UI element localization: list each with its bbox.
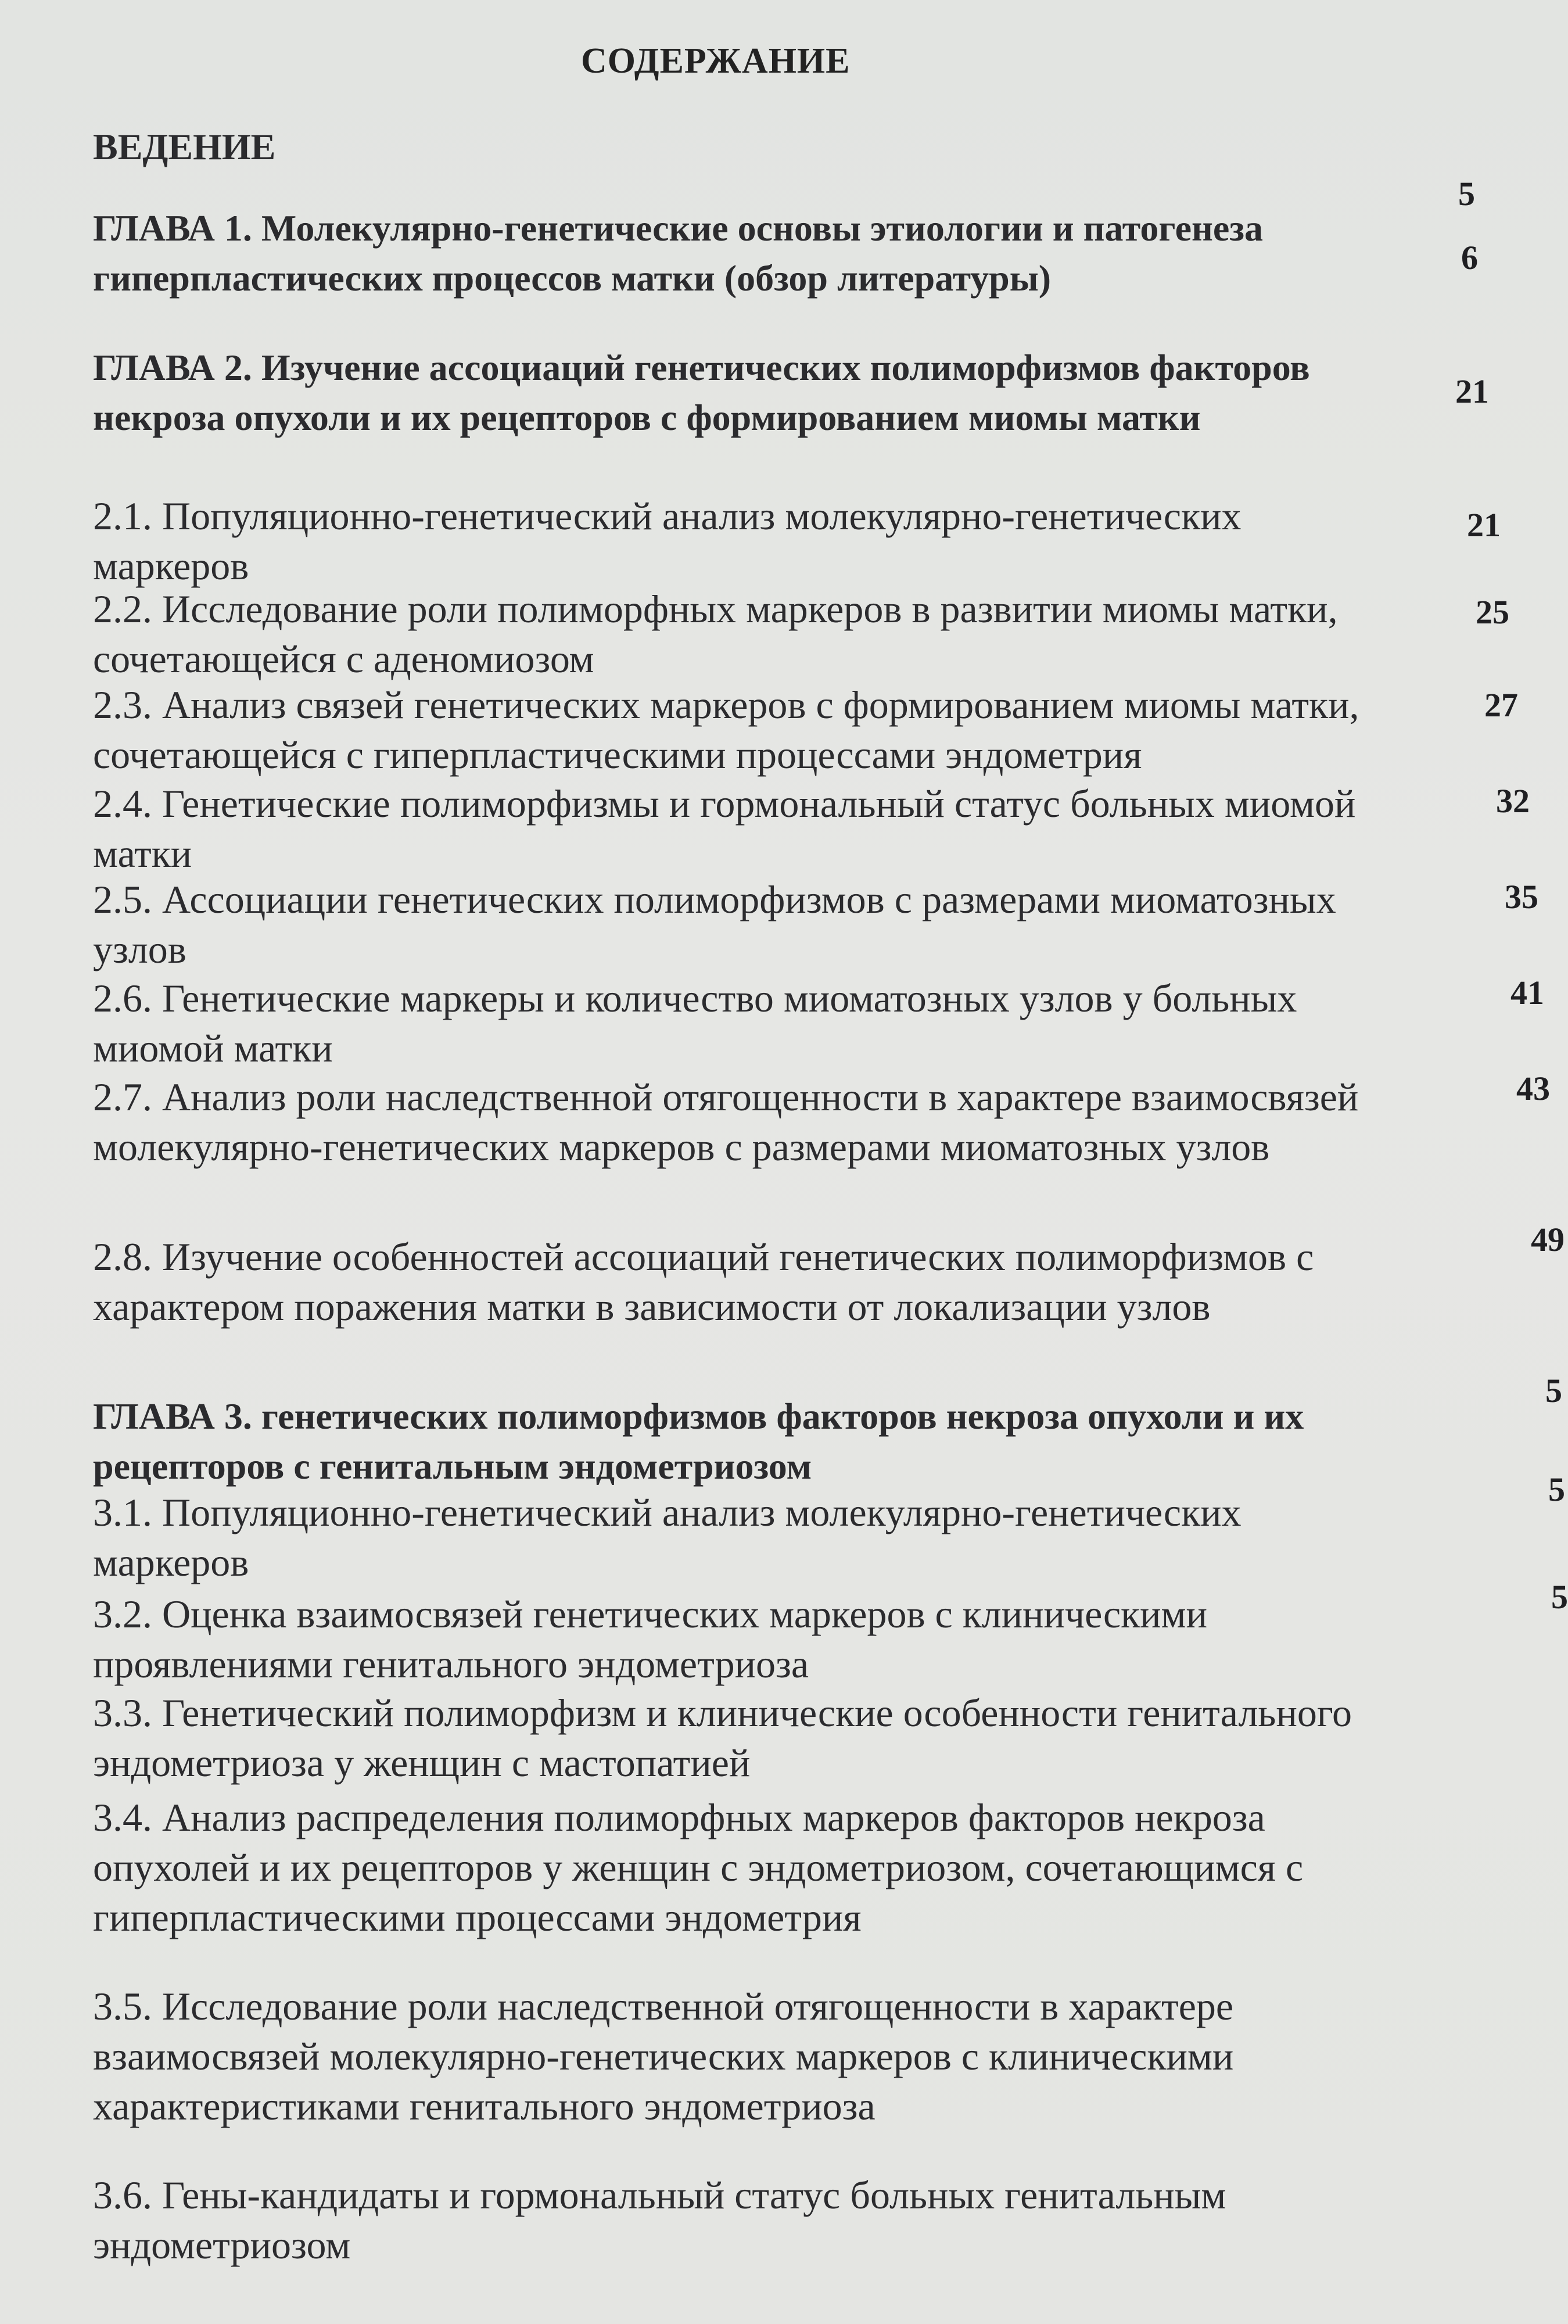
toc-entry-intro — [93, 122, 1429, 172]
toc-entry-page: 35 — [1505, 878, 1538, 916]
toc-entry-title: 3.4. Анализ распределения полиморфных маркеров факторов некроза опухолей и их рецепторов у женщин с эндометриозом, сочетающимся с гиперпластическими процессами эндометрия — [93, 1795, 1304, 1939]
toc-entry-3-3 — [93, 1688, 1429, 1788]
toc-entry-title: 2.7. Анализ роли наследственной отягощенности в характере взаимосвязей молекулярно-генетических маркеров с размерами миоматозных узлов — [93, 1075, 1359, 1169]
toc-entry-page: 21 — [1467, 506, 1501, 544]
toc-entry-chapter-1 — [93, 203, 1429, 303]
toc-entry-title: 2.2. Исследование роли полиморфных маркеров в развитии миомы матки, сочетающейся с аденомиозом — [93, 587, 1338, 681]
toc-entry-2-1 — [93, 491, 1429, 591]
toc-entry-title: 3.2. Оценка взаимосвязей генетических маркеров с клиническими проявлениями генитального эндометриоза — [93, 1592, 1207, 1686]
toc-entry-page: 6 — [1461, 239, 1478, 277]
toc-entry-page: 5 — [1551, 1578, 1568, 1616]
toc-heading: СОДЕРЖАНИЕ — [581, 41, 851, 81]
toc-entry-title: 2.3. Анализ связей генетических маркеров с формированием миомы матки, сочетающейся с гиперпластическими процессами эндометрия — [93, 683, 1359, 777]
toc-entry-page: 27 — [1484, 686, 1518, 724]
toc-entry-title: 2.4. Генетические полиморфизмы и гормональный статус больных миомой матки — [93, 781, 1356, 876]
toc-entry-title: ГЛАВА 3. генетических полиморфизмов факторов некроза опухоли и их рецепторов с генитальным эндометриозом — [93, 1396, 1304, 1487]
toc-entry-page: 5 — [1545, 1372, 1562, 1410]
toc-entry-chapter-3 — [93, 1391, 1429, 1491]
toc-entry-2-6 — [93, 973, 1429, 1073]
toc-entry-3-5 — [93, 1981, 1429, 2131]
toc-entry-2-7 — [93, 1072, 1429, 1172]
toc-entry-title: 3.1. Популяционно-генетический анализ молекулярно-генетических маркеров — [93, 1490, 1242, 1584]
toc-entry-title: 2.6. Генетические маркеры и количество миоматозных узлов у больных миомой матки — [93, 976, 1297, 1070]
toc-entry-3-4 — [93, 1792, 1429, 1942]
toc-entry-chapter-2 — [93, 343, 1429, 443]
toc-entry-page: 41 — [1510, 974, 1544, 1012]
toc-entry-2-3 — [93, 680, 1429, 780]
toc-entry-title: ГЛАВА 1. Молекулярно-генетические основы этиологии и патогенеза гиперпластических процессов матки (обзор литературы) — [93, 207, 1263, 299]
toc-entry-page: 21 — [1455, 372, 1489, 410]
toc-entry-page: 32 — [1496, 782, 1530, 820]
toc-entry-2-8 — [93, 1232, 1429, 1332]
toc-entry-title: ГЛАВА 2. Изучение ассоциаций генетических полиморфизмов факторов некроза опухоли и их рецепторов с формированием миомы матки — [93, 347, 1310, 438]
toc-entry-title: 3.6. Гены-кандидаты и гормональный статус больных генитальным эндометриозом — [93, 2173, 1226, 2267]
toc-entry-title: 3.3. Генетический полиморфизм и клинические особенности генитального эндометриоза у женщин с мастопатией — [93, 1691, 1352, 1785]
toc-entry-3-1 — [93, 1487, 1429, 1587]
toc-entry-title: 2.5. Ассоциации генетических полиморфизмов с размерами миоматозных узлов — [93, 877, 1336, 971]
toc-entry-title: 3.5. Исследование роли наследственной отягощенности в характере взаимосвязей молекулярно-генетических маркеров с клиническими характеристиками генитального эндометриоза — [93, 1984, 1234, 2128]
toc-entry-3-2 — [93, 1589, 1429, 1689]
toc-entry-page: 5 — [1458, 175, 1475, 213]
toc-entry-2-2 — [93, 584, 1429, 684]
toc-entry-title: ВЕДЕНИЕ — [93, 126, 276, 167]
toc-entry-3-6 — [93, 2170, 1429, 2270]
toc-entry-2-4 — [93, 779, 1429, 878]
toc-entry-page: 43 — [1516, 1070, 1550, 1107]
toc-entry-title: 2.8. Изучение особенностей ассоциаций генетических полиморфизмов с характером поражения матки в зависимости от локализации узлов — [93, 1235, 1314, 1329]
toc-entry-page: 25 — [1476, 593, 1509, 631]
toc-entry-page: 49 — [1531, 1221, 1565, 1258]
toc-entry-page: 5 — [1548, 1471, 1565, 1508]
toc-entry-2-5 — [93, 874, 1429, 974]
toc-entry-title: 2.1. Популяционно-генетический анализ молекулярно-генетических маркеров — [93, 494, 1242, 588]
